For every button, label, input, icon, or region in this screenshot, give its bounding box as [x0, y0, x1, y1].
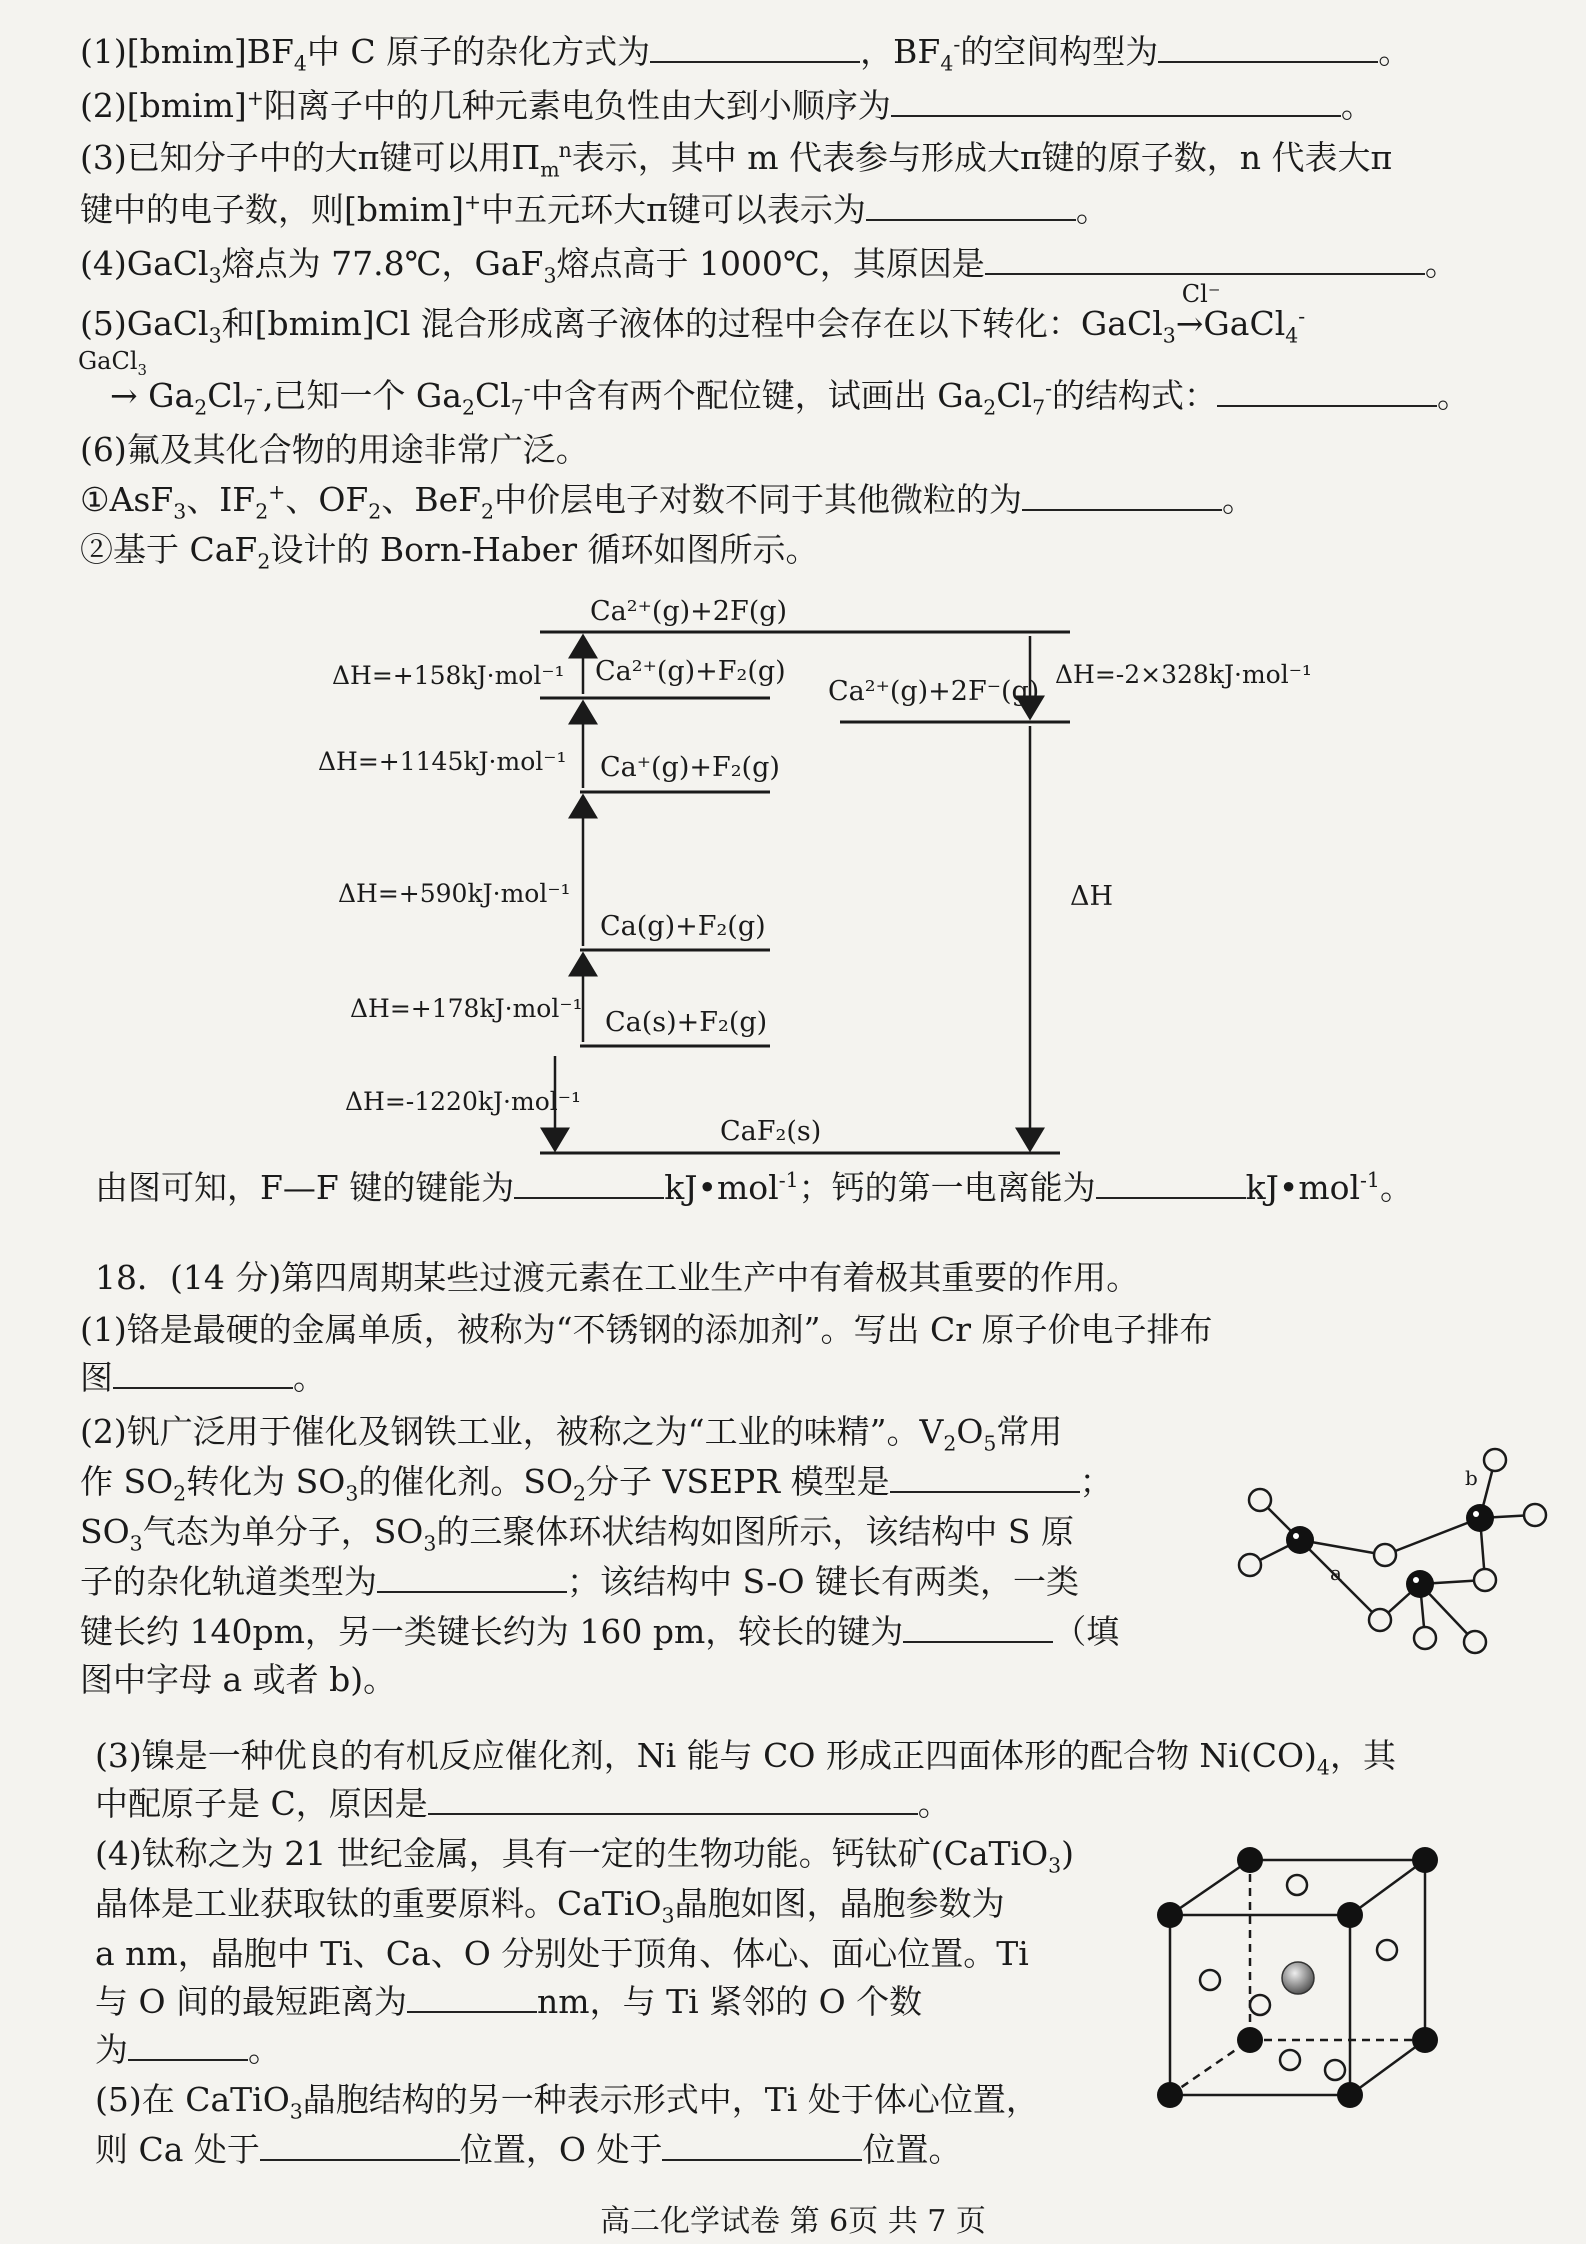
answer-blank[interactable] — [866, 191, 1076, 221]
answer-blank[interactable] — [662, 2131, 862, 2161]
q18-part2-line2: 作 $SO_2$转化为 $SO_3$的催化剂。$SO_2$分子 VSEPR 模型是 ； — [80, 1462, 1113, 1506]
born-haber-diagram — [0, 580, 1586, 1180]
ti-atom — [1337, 1902, 1363, 1928]
q17-part5-line1: (5)GaCl$_3$和[bmim]Cl 混合形成离子液体的过程中会存在以下转化：GaCl$_3$ Cl⁻ →GaCl$_4$- — [80, 304, 1305, 344]
q18-heading: 18．(14 分)第四周期某些过渡元素在工业生产中有着极其重要的作用。 — [95, 1258, 1140, 1297]
oxygen-atom — [1524, 1504, 1546, 1526]
q18-part2-line6: 图中字母 a 或者 b)。 — [80, 1660, 397, 1699]
q18-part3-line2: 中配原子是 C，原因是 。 — [95, 1784, 951, 1823]
q18-part2-line4: 子的杂化轨道类型为 ；该结构中 S-O 键长有两类，一类 — [80, 1562, 1079, 1601]
q18-part1-line1: (1)铬是最硬的金属单质，被称为“不锈钢的添加剂”。写出 Cr 原子价电子排布 — [80, 1310, 1213, 1349]
gacl3-reagent-label: GaCl$_3$ — [78, 347, 147, 379]
answer-blank[interactable] — [260, 2131, 460, 2161]
level-right-label: Ca²⁺(g)+2F⁻(g) — [828, 676, 1040, 707]
q17-part6-title: (6)氟及其化合物的用途非常广泛。 — [80, 430, 589, 469]
catio3-unit-cell-diagram — [1140, 1840, 1460, 2130]
q17-part6-sub2: ②基于 CaF$_2$设计的 Born-Haber 循环如图所示。 — [80, 530, 819, 574]
ti-atom — [1237, 1847, 1263, 1873]
so3-trimer-diagram — [1220, 1430, 1580, 1670]
answer-blank[interactable] — [1158, 33, 1378, 63]
answer-blank[interactable] — [514, 1169, 664, 1199]
q18-part4-line5: 为 。 — [95, 2030, 281, 2069]
oxygen-atom — [1484, 1449, 1506, 1471]
o-atom — [1250, 1995, 1270, 2015]
answer-blank[interactable] — [128, 2031, 248, 2061]
level-3-label: Ca(g)+F₂(g) — [600, 911, 766, 942]
answer-blank[interactable] — [428, 1785, 918, 1815]
answer-blank[interactable] — [377, 1563, 567, 1593]
oxygen-atom — [1464, 1631, 1486, 1653]
answer-blank[interactable] — [650, 33, 860, 63]
sulfur-atom — [1466, 1504, 1494, 1532]
q17-part5-line2: → $Ga_2Cl_7^-$,已知一个 $Ga_2Cl_7^-$中含有两个配位键，试画出 $Ga_2Cl_7^-$的结构式： 。 — [110, 376, 1470, 420]
q18-part1-line2: 图 。 — [80, 1358, 326, 1397]
answer-blank[interactable] — [407, 1983, 537, 2013]
oxygen-atom — [1239, 1554, 1261, 1576]
q18-part5-line2: 则 Ca 处于 位置，O 处于 位置。 — [95, 2130, 962, 2169]
dh-lattice-label: ΔH — [1070, 881, 1114, 912]
reagent-cl-label: Cl⁻ — [1181, 280, 1221, 308]
q18-part5-line1: (5)在 CaTiO$_3$晶胞结构的另一种表示形式中，Ti 处于体心位置， — [95, 2080, 1039, 2124]
q18-part4-line4: 与 O 间的最短距离为 nm，与 Ti 紧邻的 O 个数 — [95, 1982, 923, 2021]
answer-blank[interactable] — [985, 245, 1425, 275]
oxygen-atom — [1474, 1569, 1496, 1591]
ti-atom — [1237, 2027, 1263, 2053]
level-4-label: Ca(s)+F₂(g) — [605, 1007, 768, 1038]
q17-fill-line: 由图可知，F—F 键的键能为 kJ•mol$^{-1}$；钙的第一电离能为 kJ•mol$^{-1}$。 — [95, 1168, 1413, 1207]
q17-part3-line1: (3)已知分子中的大π键可以用$\Pi_m^n$表示，其中 m 代表参与形成大π键的原子数，n 代表大π — [80, 138, 1393, 182]
answer-blank[interactable] — [113, 1359, 293, 1389]
level-top-label: Ca²⁺(g)+2F(g) — [590, 596, 788, 627]
answer-blank[interactable] — [891, 87, 1341, 117]
answer-blank[interactable] — [890, 1463, 1080, 1493]
q18-part3-line1: (3)镍是一种优良的有机反应催化剂，Ni 能与 CO 形成正四面体形的配合物 $Ni(CO)_4$，其 — [95, 1736, 1396, 1780]
dh-step1-label: ΔH=+158kJ·mol⁻¹ — [332, 661, 565, 690]
q18-part4-line2: 晶体是工业获取钛的重要原料。CaTiO$_3$晶胞如图，晶胞参数为 — [95, 1884, 1005, 1928]
q18-part2-line5: 键长约 140pm，另一类键长约为 160 pm，较长的键为 （填 — [80, 1612, 1120, 1651]
oxygen-atom — [1369, 1609, 1391, 1631]
dh-step5-label: ΔH=-1220kJ·mol⁻¹ — [345, 1087, 581, 1116]
q17-part6-sub1: ①AsF$_3$、$IF_2^+$、$OF_2$、BeF$_2$中价层电子对数不同于其他微粒的为 。 — [80, 480, 1256, 524]
ti-atom — [1157, 2082, 1183, 2108]
bond-label-a: a — [1330, 1561, 1342, 1585]
oxygen-atom — [1414, 1627, 1436, 1649]
oxygen-atom — [1249, 1489, 1271, 1511]
q17-part3-line2: 键中的电子数，则[bmim]+中五元环大π键可以表示为 。 — [80, 190, 1109, 229]
o-atom — [1287, 1875, 1307, 1895]
dh-step2-label: ΔH=+1145kJ·mol⁻¹ — [318, 747, 567, 776]
q17-part2: (2)[bmim]+阳离子中的几种元素电负性由大到小顺序为 。 — [80, 86, 1374, 125]
level-bottom-label: CaF₂(s) — [720, 1116, 822, 1147]
ti-atom — [1412, 1847, 1438, 1873]
level-1-label: Ca²⁺(g)+F₂(g) — [595, 656, 786, 687]
q17-part1: $(1)[bmim]BF_4$中 C 原子的杂化方式为 ，$BF_4^-$的空间构型为 。 — [80, 32, 1412, 76]
page-footer: 高二化学试卷 第 6页 共 7 页 — [600, 2204, 986, 2239]
answer-blank[interactable] — [1217, 377, 1437, 407]
ti-atom — [1157, 1902, 1183, 1928]
dh-right-label: ΔH=-2×328kJ·mol⁻¹ — [1055, 660, 1312, 689]
answer-blank[interactable] — [903, 1613, 1053, 1643]
answer-blank[interactable] — [1096, 1169, 1246, 1199]
q18-part4-line1: (4)钛称之为 21 世纪金属，具有一定的生物功能。钙钛矿(CaTiO$_3$) — [95, 1834, 1075, 1878]
oxygen-atom — [1374, 1544, 1396, 1566]
o-atom — [1200, 1970, 1220, 1990]
answer-blank[interactable] — [1022, 481, 1222, 511]
sulfur-atom — [1406, 1570, 1434, 1598]
ti-atom — [1412, 2027, 1438, 2053]
level-2-label: Ca⁺(g)+F₂(g) — [600, 752, 780, 783]
ti-atom — [1337, 2082, 1363, 2108]
o-atom — [1377, 1940, 1397, 1960]
o-atom — [1280, 2050, 1300, 2070]
q18-part2-line1: (2)钒广泛用于催化及钢铁工业，被称之为“工业的味精”。$V_2O_5$常用 — [80, 1412, 1063, 1456]
dh-step3-label: ΔH=+590kJ·mol⁻¹ — [338, 879, 571, 908]
ca-atom — [1282, 1962, 1314, 1994]
q18-part2-line3: $SO_3$气态为单分子，$SO_3$的三聚体环状结构如图所示，该结构中 S 原 — [80, 1512, 1074, 1556]
dh-step4-label: ΔH=+178kJ·mol⁻¹ — [350, 994, 583, 1023]
q18-part4-line3: a nm，晶胞中 Ti、Ca、O 分别处于顶角、体心、面心位置。Ti — [95, 1934, 1029, 1973]
o-atom — [1325, 2060, 1345, 2080]
bond-label-b: b — [1465, 1466, 1478, 1490]
sulfur-atom — [1286, 1526, 1314, 1554]
q17-part4: (4)GaCl$_3$熔点为 77.8℃，GaF$_3$熔点高于 1000℃，其原因是 。 — [80, 244, 1458, 288]
